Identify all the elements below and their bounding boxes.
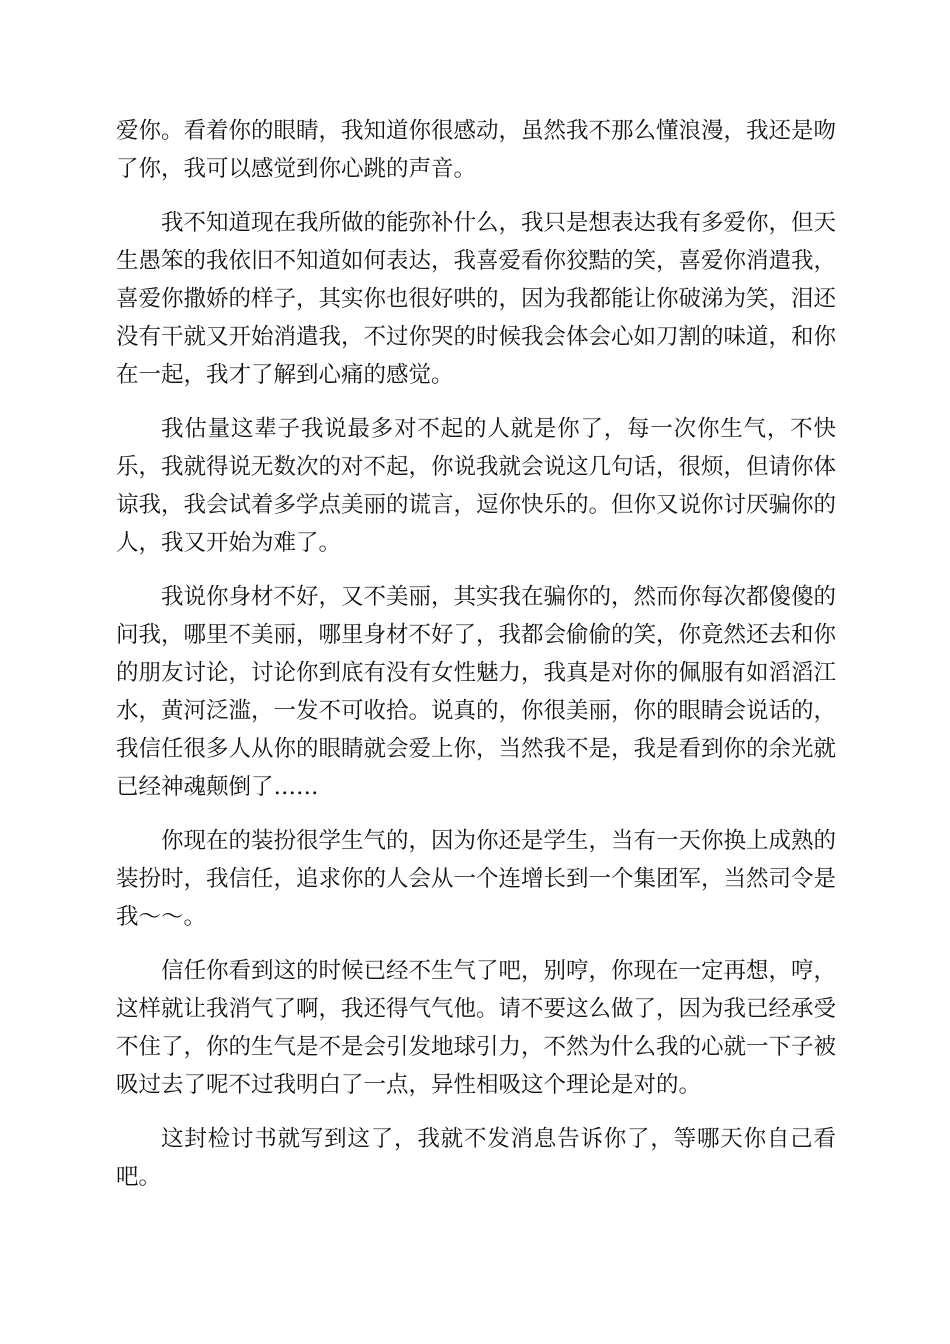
- paragraph-continuation: 爱你。看着你的眼睛，我知道你很感动，虽然我不那么懂浪漫，我还是吻了你，我可以感觉到你心跳的声音。: [116, 118, 837, 182]
- paragraph: 我估量这辈子我说最多对不起的人就是你了，每一次你生气，不快乐，我就得说无数次的对不起，你说我就会说这几句话，很烦，但请你体谅我，我会试着多学点美丽的谎言，逗你快乐的。但你又说你讨厌骗你的人，我又开始为难了。: [116, 416, 837, 556]
- paragraph: 我不知道现在我所做的能弥补什么，我只是想表达我有多爱你，但天生愚笨的我依旧不知道如何表达，我喜爱看你狡黠的笑，喜爱你消遣我，喜爱你撒娇的样子，其实你也很好哄的，因为我都能让你破涕为笑，泪还没有干就又开始消遣我，不过你哭的时候我会体会心如刀割的味道，和你在一起，我才了解到心痛的感觉。: [116, 210, 837, 388]
- paragraph: 我说你身材不好，又不美丽，其实我在骗你的，然而你每次都傻傻的问我，哪里不美丽，哪里身材不好了，我都会偷偷的笑，你竟然还去和你的朋友讨论，讨论你到底有没有女性魅力，我真是对你的佩服有如滔滔江水，黄河泛滥，一发不可收拾。说真的，你很美丽，你的眼睛会说话的，我信任很多人从你的眼睛就会爱上你，当然我不是，我是看到你的余光就已经神魂颠倒了……: [116, 584, 837, 800]
- paragraph: 你现在的装扮很学生气的，因为你还是学生，当有一天你换上成熟的装扮时，我信任，追求你的人会从一个连增长到一个集团军，当然司令是我～～。: [116, 828, 837, 930]
- paragraph: 信任你看到这的时候已经不生气了吧，别哼，你现在一定再想，哼，这样就让我消气了啊，我还得气气他。请不要这么做了，因为我已经承受不住了，你的生气是不是会引发地球引力，不然为什么我的心就一下子被吸过去了呢不过我明白了一点，异性相吸这个理论是对的。: [116, 958, 837, 1098]
- document-body: [116, 112, 836, 1212]
- paragraph: 这封检讨书就写到这了，我就不发消息告诉你了，等哪天你自己看吧。: [116, 1126, 836, 1190]
